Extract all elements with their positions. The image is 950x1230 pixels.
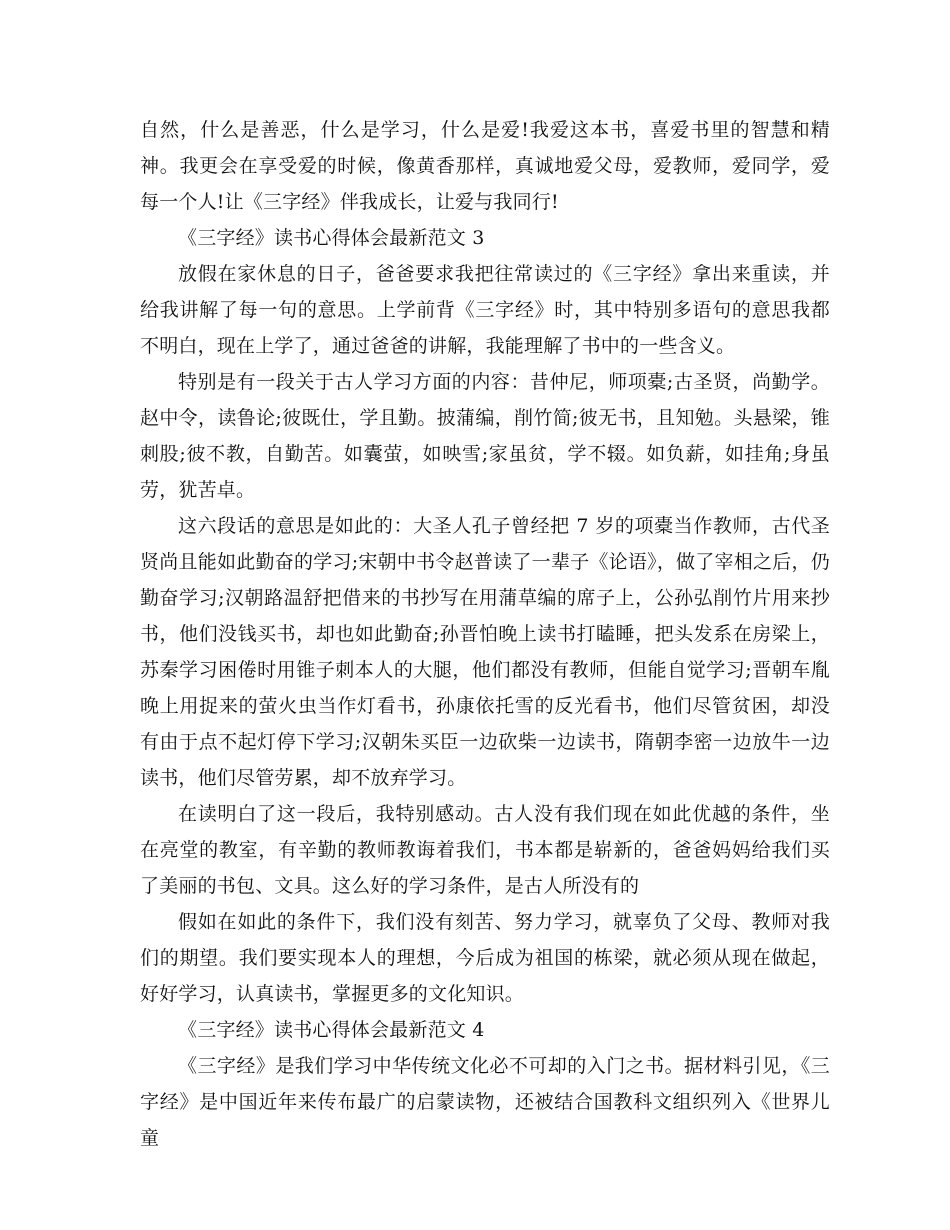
paragraph-2: 放假在家休息的日子，爸爸要求我把往常读过的《三字经》拿出来重读，并给我讲解了每一句的意思。上学前背《三字经》时，其中特别多语句的意思我都不明白，现在上学了，通过爸爸的讲解，我能理解了书中的一些含义。 (140, 263, 830, 357)
paragraph-3: 特别是有一段关于古人学习方面的内容：昔仲尼，师项橐;古圣贤，尚勤学。赵中令，读鲁论;彼既仕，学且勤。披蒲编，削竹简;彼无书，且知勉。头悬梁，锥刺股;彼不教，自勤苦。如囊萤，如映雪;家虽贫，学不辍。如负薪，如挂角;身虽劳，犹苦卓。 (140, 371, 830, 501)
paragraph-1: 自然，什么是善恶，什么是学习，什么是爱!我爱这本书，喜爱书里的智慧和精神。我更会在享受爱的时候，像黄香那样，真诚地爱父母，爱教师，爱同学，爱每一个人!让《三字经》伴我成长，让爱与我同行! (140, 119, 830, 213)
paragraph-4: 这六段话的意思是如此的：大圣人孔子曾经把 7 岁的项橐当作教师，古代圣贤尚且能如此勤奋的学习;宋朝中书令赵普读了一辈子《论语》，做了宰相之后，仍勤奋学习;汉朝路温舒把借来的书抄写在用蒲草编的席子上，公孙弘削竹片用来抄书，他们没钱买书，却也如此勤奋;孙晋怕晚上读书打瞌睡，把头发系在房梁上，苏秦学习困倦时用锥子刺本人的大腿，他们都没有教师，但能自觉学习;晋朝车胤晚上用捉来的萤火虫当作灯看书，孙康依托雪的反光看书，他们尽管贫困，却没有由于点不起灯停下学习;汉朝朱买臣一边砍柴一边读书，隋朝李密一边放牛一边读书，他们尽管劳累，却不放弃学习。 (140, 515, 830, 789)
paragraph-5: 在读明白了这一段后，我特别感动。古人没有我们现在如此优越的条件，坐在亮堂的教室，有辛勤的教师教诲着我们，书本都是崭新的，爸爸妈妈给我们买了美丽的书包、文具。这么好的学习条件，是古人所没有的 (140, 803, 830, 897)
section-heading-3: 《三字经》读书心得体会最新范文 3 (178, 227, 485, 249)
paragraph-7: 《三字经》是我们学习中华传统文化必不可却的入门之书。据材料引见，《三字经》是中国近年来传布最广的启蒙读物，还被结合国教科文组织列入《世界儿童 (140, 1055, 830, 1149)
section-heading-4: 《三字经》读书心得体会最新范文 4 (178, 1019, 485, 1041)
paragraph-6: 假如在如此的条件下，我们没有刻苦、努力学习，就辜负了父母、教师对我们的期望。我们要实现本人的理想，今后成为祖国的栋梁，就必须从现在做起，好好学习，认真读书，掌握更多的文化知识。 (140, 911, 830, 1005)
document-body (140, 112, 830, 1156)
